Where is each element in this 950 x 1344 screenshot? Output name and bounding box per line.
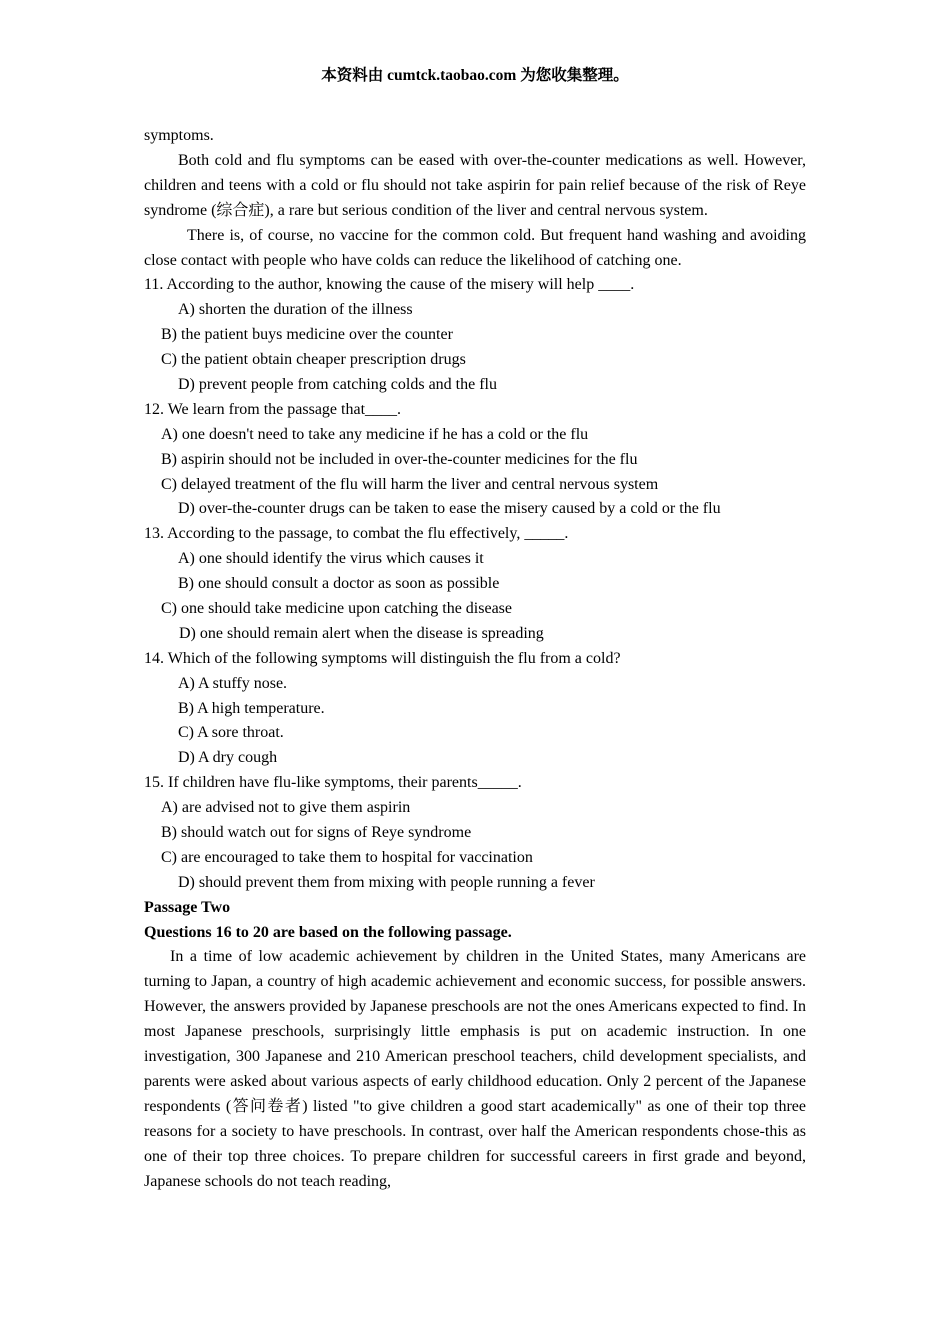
passage-paragraph: In a time of low academic achievement by children in the United States, many Americans are turning to Japan, a country of high academic achievement and economic success, for possible answers. However, the answers provided by Japanese preschools are not the ones Americans expected to find. In most Japanese preschools, surprisingly little emphasis is put on academic instruction. In one investigation, 300 Japanese and 210 American preschool teachers, child development specialists, and parents were asked about various aspects of early childhood education. Only 2 percent of the Japanese respondents (答问卷者) listed "to give children a good start academically" as one of their top three reasons for a society to have preschools. In contrast, over half the American respondents chose-this as one of their top three choices. To prepare children for successful careers in first grade and beyond, Japanese schools do not teach reading,: [144, 948, 806, 1190]
passage-instruction: Questions 16 to 20 are based on the following passage.: [144, 923, 512, 941]
answer-option: B) aspirin should not be included in over-the-counter medicines for the flu: [161, 450, 638, 468]
page-header: 本资料由 cumtck.taobao.com 为您收集整理。: [321, 67, 629, 84]
answer-option: B) should watch out for signs of Reye syndrome: [161, 824, 472, 842]
passage-continuation: symptoms.: [144, 127, 214, 144]
answer-option: A) are advised not to give them aspirin: [161, 799, 411, 817]
answer-option: A) shorten the duration of the illness: [178, 301, 413, 319]
answer-option: D) over-the-counter drugs can be taken to ease the misery caused by a cold or the flu: [178, 500, 721, 518]
question-stem: 11. According to the author, knowing the cause of the misery will help ____.: [144, 276, 635, 294]
answer-option: D) should prevent them from mixing with people running a fever: [178, 873, 595, 891]
answer-option: C) one should take medicine upon catching the disease: [161, 600, 513, 617]
page-content: [144, 124, 806, 1195]
answer-option: C) are encouraged to take them to hospital for vaccination: [161, 848, 533, 866]
answer-option: B) A high temperature.: [178, 699, 325, 717]
answer-option: C) A sore throat.: [178, 724, 284, 742]
answer-option: A) one should identify the virus which causes it: [178, 550, 484, 568]
answer-option: A) A stuffy nose.: [178, 674, 288, 692]
question-stem: 12. We learn from the passage that____.: [144, 400, 402, 418]
answer-option: C) the patient obtain cheaper prescription drugs: [161, 351, 466, 369]
answer-option: B) one should consult a doctor as soon as possible: [178, 575, 500, 593]
answer-option: B) the patient buys medicine over the counter: [161, 326, 453, 344]
answer-option: A) one doesn't need to take any medicine if he has a cold or the flu: [161, 425, 589, 443]
answer-option: D) prevent people from catching colds and the flu: [178, 375, 497, 393]
answer-option: D) A dry cough: [178, 749, 278, 767]
passage-title: Passage Two: [144, 898, 231, 916]
passage-paragraph: There is, of course, no vaccine for the common cold. But frequent hand washing and avoiding close contact with people who have colds can reduce the likelihood of catching one.: [144, 226, 806, 269]
question-stem: 15. If children have flu-like symptoms, their parents_____.: [144, 774, 522, 792]
answer-option: D) one should remain alert when the disease is spreading: [179, 624, 544, 642]
question-stem: 13. According to the passage, to combat the flu effectively, _____.: [144, 525, 569, 543]
question-stem: 14. Which of the following symptoms will distinguish the flu from a cold?: [144, 649, 621, 667]
answer-option: C) delayed treatment of the flu will harm the liver and central nervous system: [161, 475, 659, 493]
passage-paragraph: Both cold and flu symptoms can be eased with over-the-counter medications as well. However, children and teens with a cold or flu should not take aspirin for pain relief because of the risk of Reye syndrome (综合症), a rare but serious condition of the liver and central nervous system.: [144, 151, 806, 219]
